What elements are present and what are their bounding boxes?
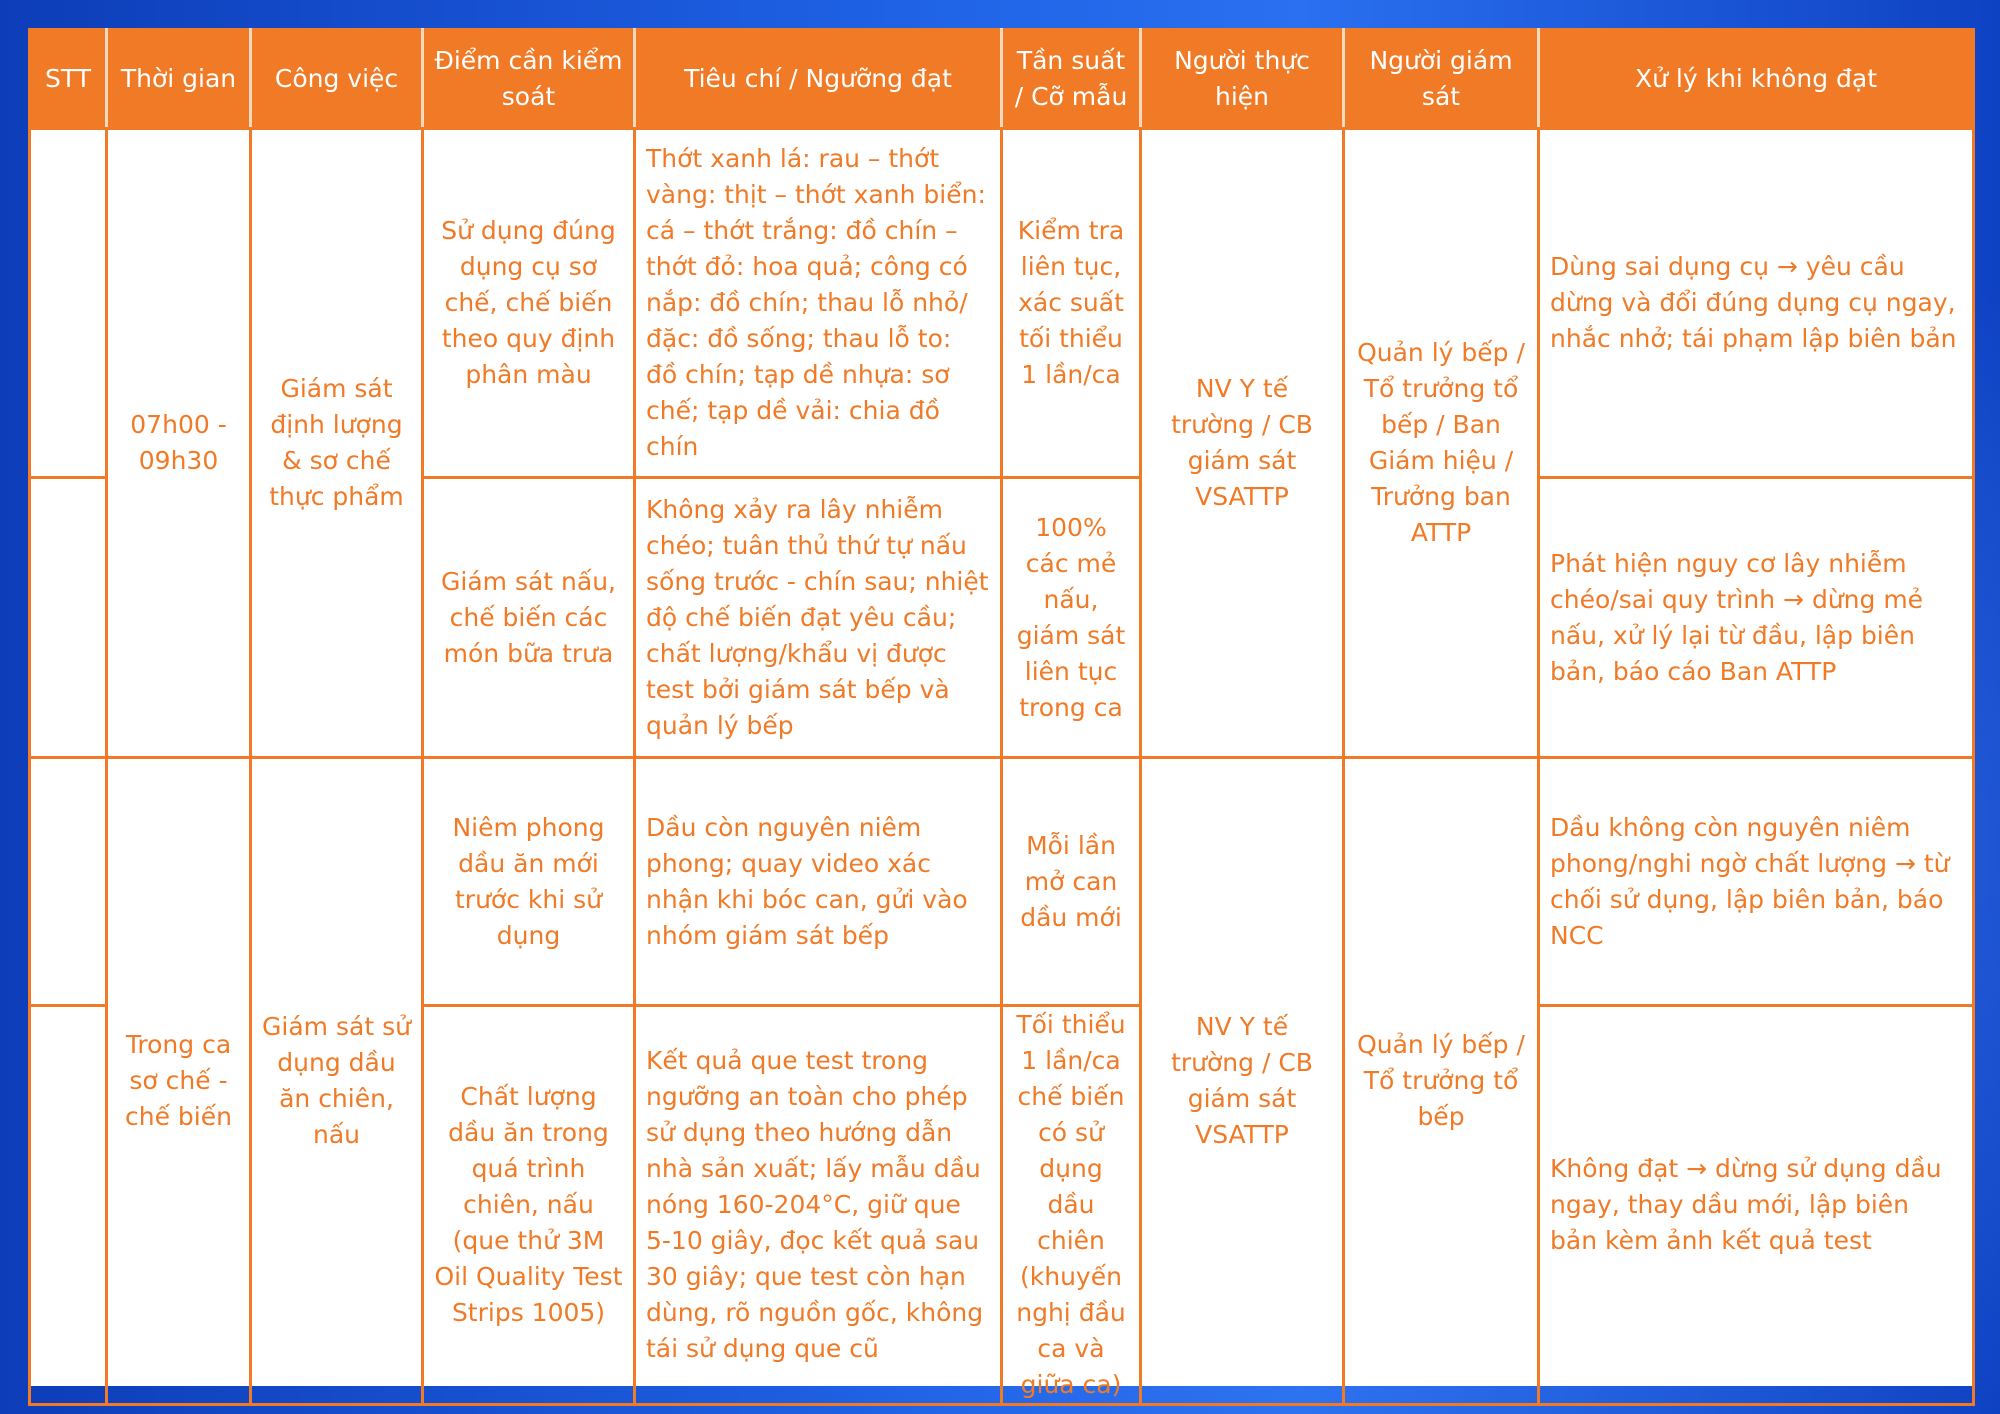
header-frequency: Tần suất / Cỡ mẫu <box>1002 30 1141 129</box>
criteria-cell: Không xảy ra lây nhiễm chéo; tuân thủ thứ tự nấu sống trước - chín sau; nhiệt độ chế biến đạt yêu cầu; chất lượng/khẩu vị được test bởi giám sát bếp và quản lý bếp <box>635 478 1002 758</box>
header-row <box>30 30 1974 129</box>
stt-cell <box>30 478 107 758</box>
table-row <box>30 758 1974 1006</box>
control-point-cell: Chất lượng dầu ăn trong quá trình chiên, nấu (que thử 3M Oil Quality Test Strips 1005) <box>423 1006 635 1405</box>
action-cell: Phát hiện nguy cơ lây nhiễm chéo/sai quy trình → dừng mẻ nấu, xử lý lại từ đầu, lập biên bản, báo cáo Ban ATTP <box>1539 478 1974 758</box>
criteria-cell: Thớt xanh lá: rau – thớt vàng: thịt – thớt xanh biển: cá – thớt trắng: đồ chín – thớt đỏ: hoa quả; công có nắp: đồ chín; thau lỗ nhỏ/ đặc: đồ sống; thau lỗ to: đồ chín; tạp dề nhựa: sơ chế; tạp dề vải: chia đồ chín <box>635 129 1002 478</box>
control-point-cell: Niêm phong dầu ăn mới trước khi sử dụng <box>423 758 635 1006</box>
supervisor-cell: Quản lý bếp / Tổ trưởng tổ bếp / Ban Giám hiệu / Trưởng ban ATTP <box>1344 129 1539 758</box>
action-cell: Dầu không còn nguyên niêm phong/nghi ngờ chất lượng → từ chối sử dụng, lập biên bản, báo NCC <box>1539 758 1974 1006</box>
stt-cell <box>30 129 107 478</box>
header-criteria: Tiêu chí / Ngưỡng đạt <box>635 30 1002 129</box>
task-cell: Giám sát sử dụng dầu ăn chiên, nấu <box>251 758 423 1405</box>
header-task: Công việc <box>251 30 423 129</box>
time-cell: 07h00 - 09h30 <box>107 129 251 758</box>
frequency-cell: Kiểm tra liên tục, xác suất tối thiểu 1 lần/ca <box>1002 129 1141 478</box>
control-point-cell: Giám sát nấu, chế biến các món bữa trưa <box>423 478 635 758</box>
action-cell: Dùng sai dụng cụ → yêu cầu dừng và đổi đúng dụng cụ ngay, nhắc nhở; tái phạm lập biên bản <box>1539 129 1974 478</box>
task-cell: Giám sát định lượng & sơ chế thực phẩm <box>251 129 423 758</box>
header-supervisor: Người giám sát <box>1344 30 1539 129</box>
control-point-cell: Sử dụng đúng dụng cụ sơ chế, chế biến theo quy định phân màu <box>423 129 635 478</box>
executor-cell: NV Y tế trường / CB giám sát VSATTP <box>1141 129 1344 758</box>
food-safety-supervision-table <box>28 28 1975 1406</box>
time-cell: Trong ca sơ chế - chế biến <box>107 758 251 1405</box>
criteria-cell: Dầu còn nguyên niêm phong; quay video xác nhận khi bóc can, gửi vào nhóm giám sát bếp <box>635 758 1002 1006</box>
criteria-cell: Kết quả que test trong ngưỡng an toàn cho phép sử dụng theo hướng dẫn nhà sản xuất; lấy mẫu dầu nóng 160-204°C, giữ que 5-10 giây, đọc kết quả sau 30 giây; que test còn hạn dùng, rõ nguồn gốc, không tái sử dụng que cũ <box>635 1006 1002 1405</box>
frequency-cell: Mỗi lần mở can dầu mới <box>1002 758 1141 1006</box>
supervisor-cell: Quản lý bếp / Tổ trưởng tổ bếp <box>1344 758 1539 1405</box>
header-control-point: Điểm cần kiểm soát <box>423 30 635 129</box>
frequency-cell: Tối thiểu 1 lần/ca chế biến có sử dụng dầu chiên (khuyến nghị đầu ca và giữa ca) <box>1002 1006 1141 1405</box>
header-stt: STT <box>30 30 107 129</box>
stt-cell <box>30 758 107 1006</box>
executor-cell: NV Y tế trường / CB giám sát VSATTP <box>1141 758 1344 1405</box>
header-time: Thời gian <box>107 30 251 129</box>
header-action: Xử lý khi không đạt <box>1539 30 1974 129</box>
table-row <box>30 129 1974 478</box>
frequency-cell: 100% các mẻ nấu, giám sát liên tục trong ca <box>1002 478 1141 758</box>
action-cell: Không đạt → dừng sử dụng dầu ngay, thay dầu mới, lập biên bản kèm ảnh kết quả test <box>1539 1006 1974 1405</box>
stt-cell <box>30 1006 107 1405</box>
schedule-table-frame <box>28 28 1972 1399</box>
header-executor: Người thực hiện <box>1141 30 1344 129</box>
